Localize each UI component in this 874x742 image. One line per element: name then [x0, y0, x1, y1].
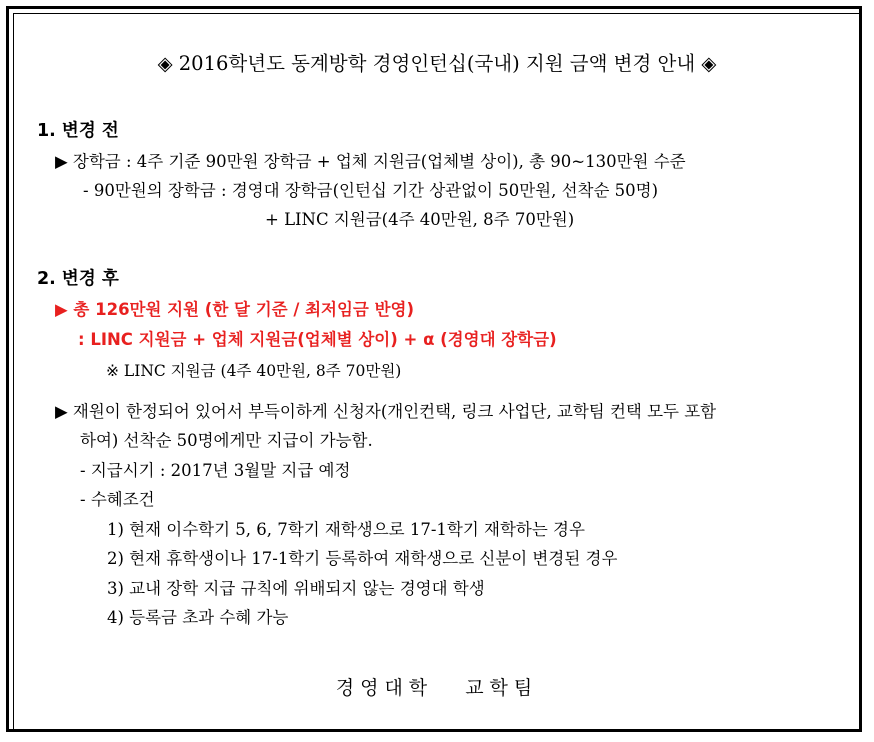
after-total-support: ▶ 총 126만원 지원 (한 달 기준 / 최저임금 반영)	[55, 300, 415, 319]
after-eligibility-label: - 수혜조건	[80, 490, 155, 509]
eligibility-condition-4: 4) 등록금 초과 수혜 가능	[107, 608, 289, 627]
issuer-signature: 경영대학 교학팀	[335, 677, 539, 699]
after-funding-paragraph-2: 하여) 선착순 50명에게만 지급이 가능함.	[80, 431, 373, 450]
eligibility-condition-2: 2) 현재 휴학생이나 17-1학기 등록하여 재학생으로 신분이 변경된 경우	[107, 549, 618, 568]
eligibility-condition-3: 3) 교내 장학 지급 규칙에 위배되지 않는 경영대 학생	[107, 579, 485, 598]
before-line-breakdown: - 90만원의 장학금 : 경영대 장학금(인턴십 기간 상관없이 50만원, 선착순 50명)	[83, 181, 659, 200]
section-after-heading: 2. 변경 후	[37, 269, 119, 289]
before-line-scholarship: ▶ 장학금 : 4주 기준 90만원 장학금 + 업체 지원금(업체별 상이), 총 90~130만원 수준	[55, 152, 686, 171]
after-linc-note: ※ LINC 지원금 (4주 40만원, 8주 70만원)	[106, 362, 402, 380]
before-line-linc: + LINC 지원금(4주 40만원, 8주 70만원)	[265, 210, 575, 229]
eligibility-condition-1: 1) 현재 이수학기 5, 6, 7학기 재학생으로 17-1학기 재학하는 경우	[107, 520, 585, 539]
section-before-heading: 1. 변경 전	[37, 121, 119, 141]
after-funding-paragraph-1: ▶ 재원이 한정되어 있어서 부득이하게 신청자(개인컨택, 링크 사업단, 교학팀 컨택 모두 포함	[55, 402, 717, 421]
after-support-composition: : LINC 지원금 + 업체 지원금(업체별 상이) + α (경영대 장학금)	[78, 330, 557, 349]
notice-title: ◈ 2016학년도 동계방학 경영인턴십(국내) 지원 금액 변경 안내 ◈	[157, 52, 717, 75]
after-payment-timing: - 지급시기 : 2017년 3월말 지급 예정	[80, 461, 351, 480]
